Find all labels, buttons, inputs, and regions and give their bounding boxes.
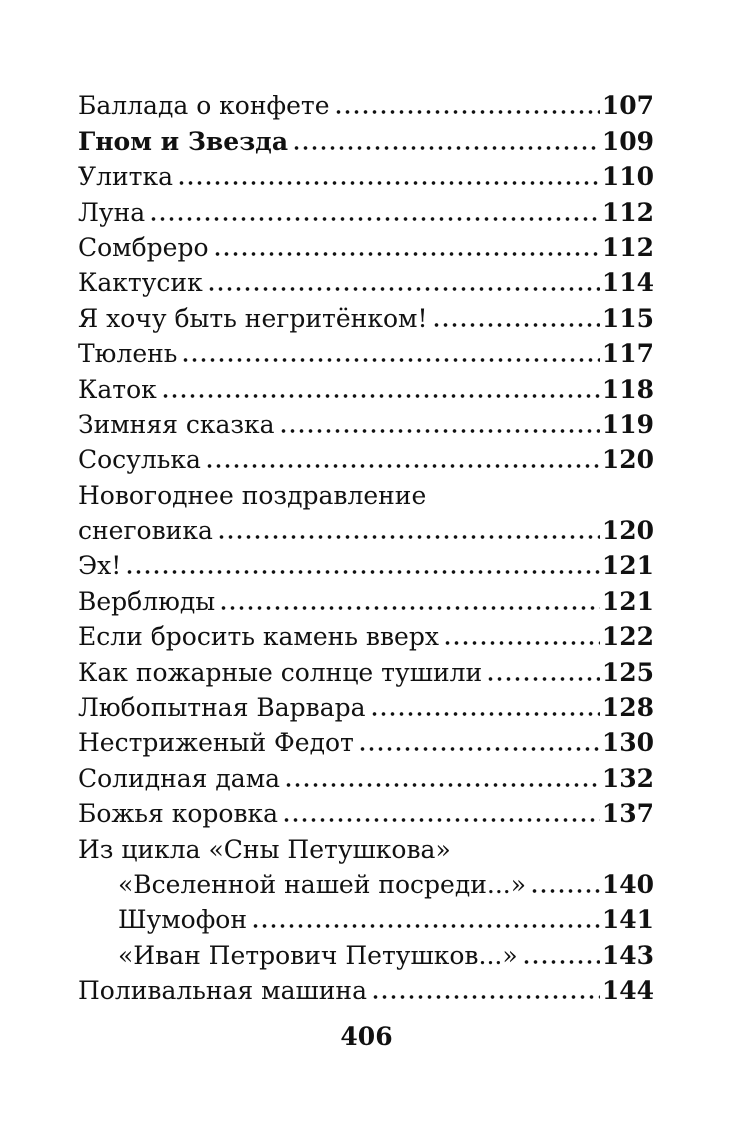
dot-leader	[177, 170, 600, 186]
toc-entry	[78, 791, 654, 829]
table-of-contents-page	[78, 83, 654, 1006]
toc-entry-page-number: 128	[601, 693, 654, 723]
dot-leader	[522, 949, 600, 965]
toc-entry-page-number: 130	[601, 728, 654, 758]
toc-entry	[78, 968, 654, 1006]
toc-entry	[78, 402, 654, 437]
toc-entry-title: Зимняя сказка	[78, 409, 275, 439]
toc-entry-title: Я хочу быть негритёнком!	[78, 303, 428, 333]
toc-entry-title: «Иван Петрович Петушков...»	[118, 940, 518, 970]
toc-entry-title: Каток	[78, 374, 157, 404]
toc-entry-page-number: 114	[601, 268, 654, 298]
dot-leader	[219, 595, 600, 611]
toc-entry	[78, 755, 654, 793]
toc-entry-title: Улитка	[78, 162, 173, 192]
toc-entry-page-number: 125	[601, 657, 654, 687]
toc-entry	[78, 437, 654, 475]
dot-leader	[213, 241, 600, 257]
toc-entry-page-number: 109	[601, 126, 654, 156]
toc-entry-title: Сомбреро	[78, 232, 209, 262]
toc-entry-title: «Вселенной нашей посреди...»	[118, 869, 527, 899]
toc-entry-page-number: 137	[601, 799, 654, 829]
toc-entry-page-number: 121	[601, 551, 654, 581]
dot-leader	[161, 383, 600, 399]
toc-entry	[78, 189, 654, 227]
dot-leader	[181, 347, 599, 363]
toc-entry-title: Кактусик	[78, 268, 203, 298]
toc-entry-page-number: 121	[601, 586, 654, 616]
toc-entry-title: Солидная дама	[78, 763, 281, 793]
toc-entry-page-number: 117	[601, 339, 654, 369]
toc-section-heading	[78, 472, 654, 510]
dot-leader	[279, 418, 600, 434]
toc-entry	[78, 932, 654, 970]
toc-entry-title: Гном и Звезда	[78, 126, 289, 156]
dot-leader	[432, 312, 600, 328]
dot-leader	[251, 913, 600, 929]
dot-leader	[205, 453, 600, 469]
toc-section-heading	[78, 826, 654, 864]
toc-entry	[78, 225, 654, 260]
dot-leader	[149, 206, 600, 222]
toc-entry-page-number: 112	[601, 232, 654, 262]
toc-entry	[78, 649, 654, 687]
toc-entry-page-number: 122	[601, 622, 654, 652]
toc-entry	[78, 118, 654, 156]
dot-leader	[530, 878, 600, 894]
toc-entry	[78, 331, 654, 369]
toc-entry-title: снеговика	[78, 516, 213, 546]
toc-entry-title: Если бросить камень вверх	[78, 622, 439, 652]
dot-leader	[217, 524, 600, 540]
toc-entry	[78, 897, 654, 935]
toc-entry-title: Верблюды	[78, 586, 216, 616]
toc-entry	[78, 295, 654, 333]
toc-entry-page-number: 141	[601, 905, 654, 935]
toc-entry	[78, 720, 654, 758]
toc-entry-title: Божья коровка	[78, 799, 279, 829]
dot-leader	[370, 701, 600, 717]
toc-entry-page-number: 118	[601, 374, 654, 404]
toc-entry-page-number: 132	[601, 763, 654, 793]
toc-entry	[78, 862, 654, 897]
toc-entry-page-number: 144	[601, 976, 654, 1006]
toc-entry	[78, 614, 654, 652]
toc-entry-title: Шумофон	[118, 905, 248, 935]
dot-leader	[443, 630, 600, 646]
toc-entry	[78, 543, 654, 581]
toc-entry-title: Эх!	[78, 551, 122, 581]
toc-entry	[78, 685, 654, 723]
toc-entry-page-number: 143	[601, 940, 654, 970]
toc-entry-page-number: 115	[601, 303, 654, 333]
page-number-footer: 406	[340, 1022, 393, 1051]
toc-entry-page-number: 120	[601, 445, 654, 475]
toc-entry	[78, 260, 654, 298]
toc-entry-page-number: 107	[601, 91, 654, 121]
toc-entry-title: Сосулька	[78, 445, 201, 475]
dot-leader	[486, 666, 600, 682]
dot-leader	[334, 99, 600, 115]
dot-leader	[358, 736, 600, 752]
toc-entry-title: Нестриженый Федот	[78, 728, 354, 758]
dot-leader	[292, 135, 600, 151]
toc-entry-page-number: 112	[601, 197, 654, 227]
toc-entry	[78, 366, 654, 404]
toc-entry-title: Любопытная Варвара	[78, 693, 366, 723]
dot-leader	[282, 807, 600, 823]
toc-entry-title: Поливальная машина	[78, 976, 367, 1006]
toc-entry-title: Из цикла «Сны Петушкова»	[78, 834, 451, 864]
toc-list	[78, 83, 654, 1006]
dot-leader	[125, 559, 600, 575]
toc-entry	[78, 154, 654, 192]
toc-entry-title: Новогоднее поздравление	[78, 480, 427, 510]
toc-entry-title: Тюлень	[78, 339, 178, 369]
dot-leader	[284, 772, 600, 788]
toc-entry-page-number: 110	[601, 162, 654, 192]
toc-entry-page-number: 120	[601, 516, 654, 546]
toc-entry-title: Луна	[78, 197, 146, 227]
toc-entry-page-number: 140	[601, 869, 654, 899]
dot-leader	[207, 276, 600, 292]
toc-entry	[78, 578, 654, 616]
toc-entry-title: Баллада о конфете	[78, 91, 330, 121]
toc-entry	[78, 83, 654, 121]
toc-entry-page-number: 119	[601, 409, 654, 439]
toc-entry	[78, 508, 654, 546]
toc-entry-title: Как пожарные солнце тушили	[78, 657, 483, 687]
dot-leader	[371, 984, 600, 1000]
